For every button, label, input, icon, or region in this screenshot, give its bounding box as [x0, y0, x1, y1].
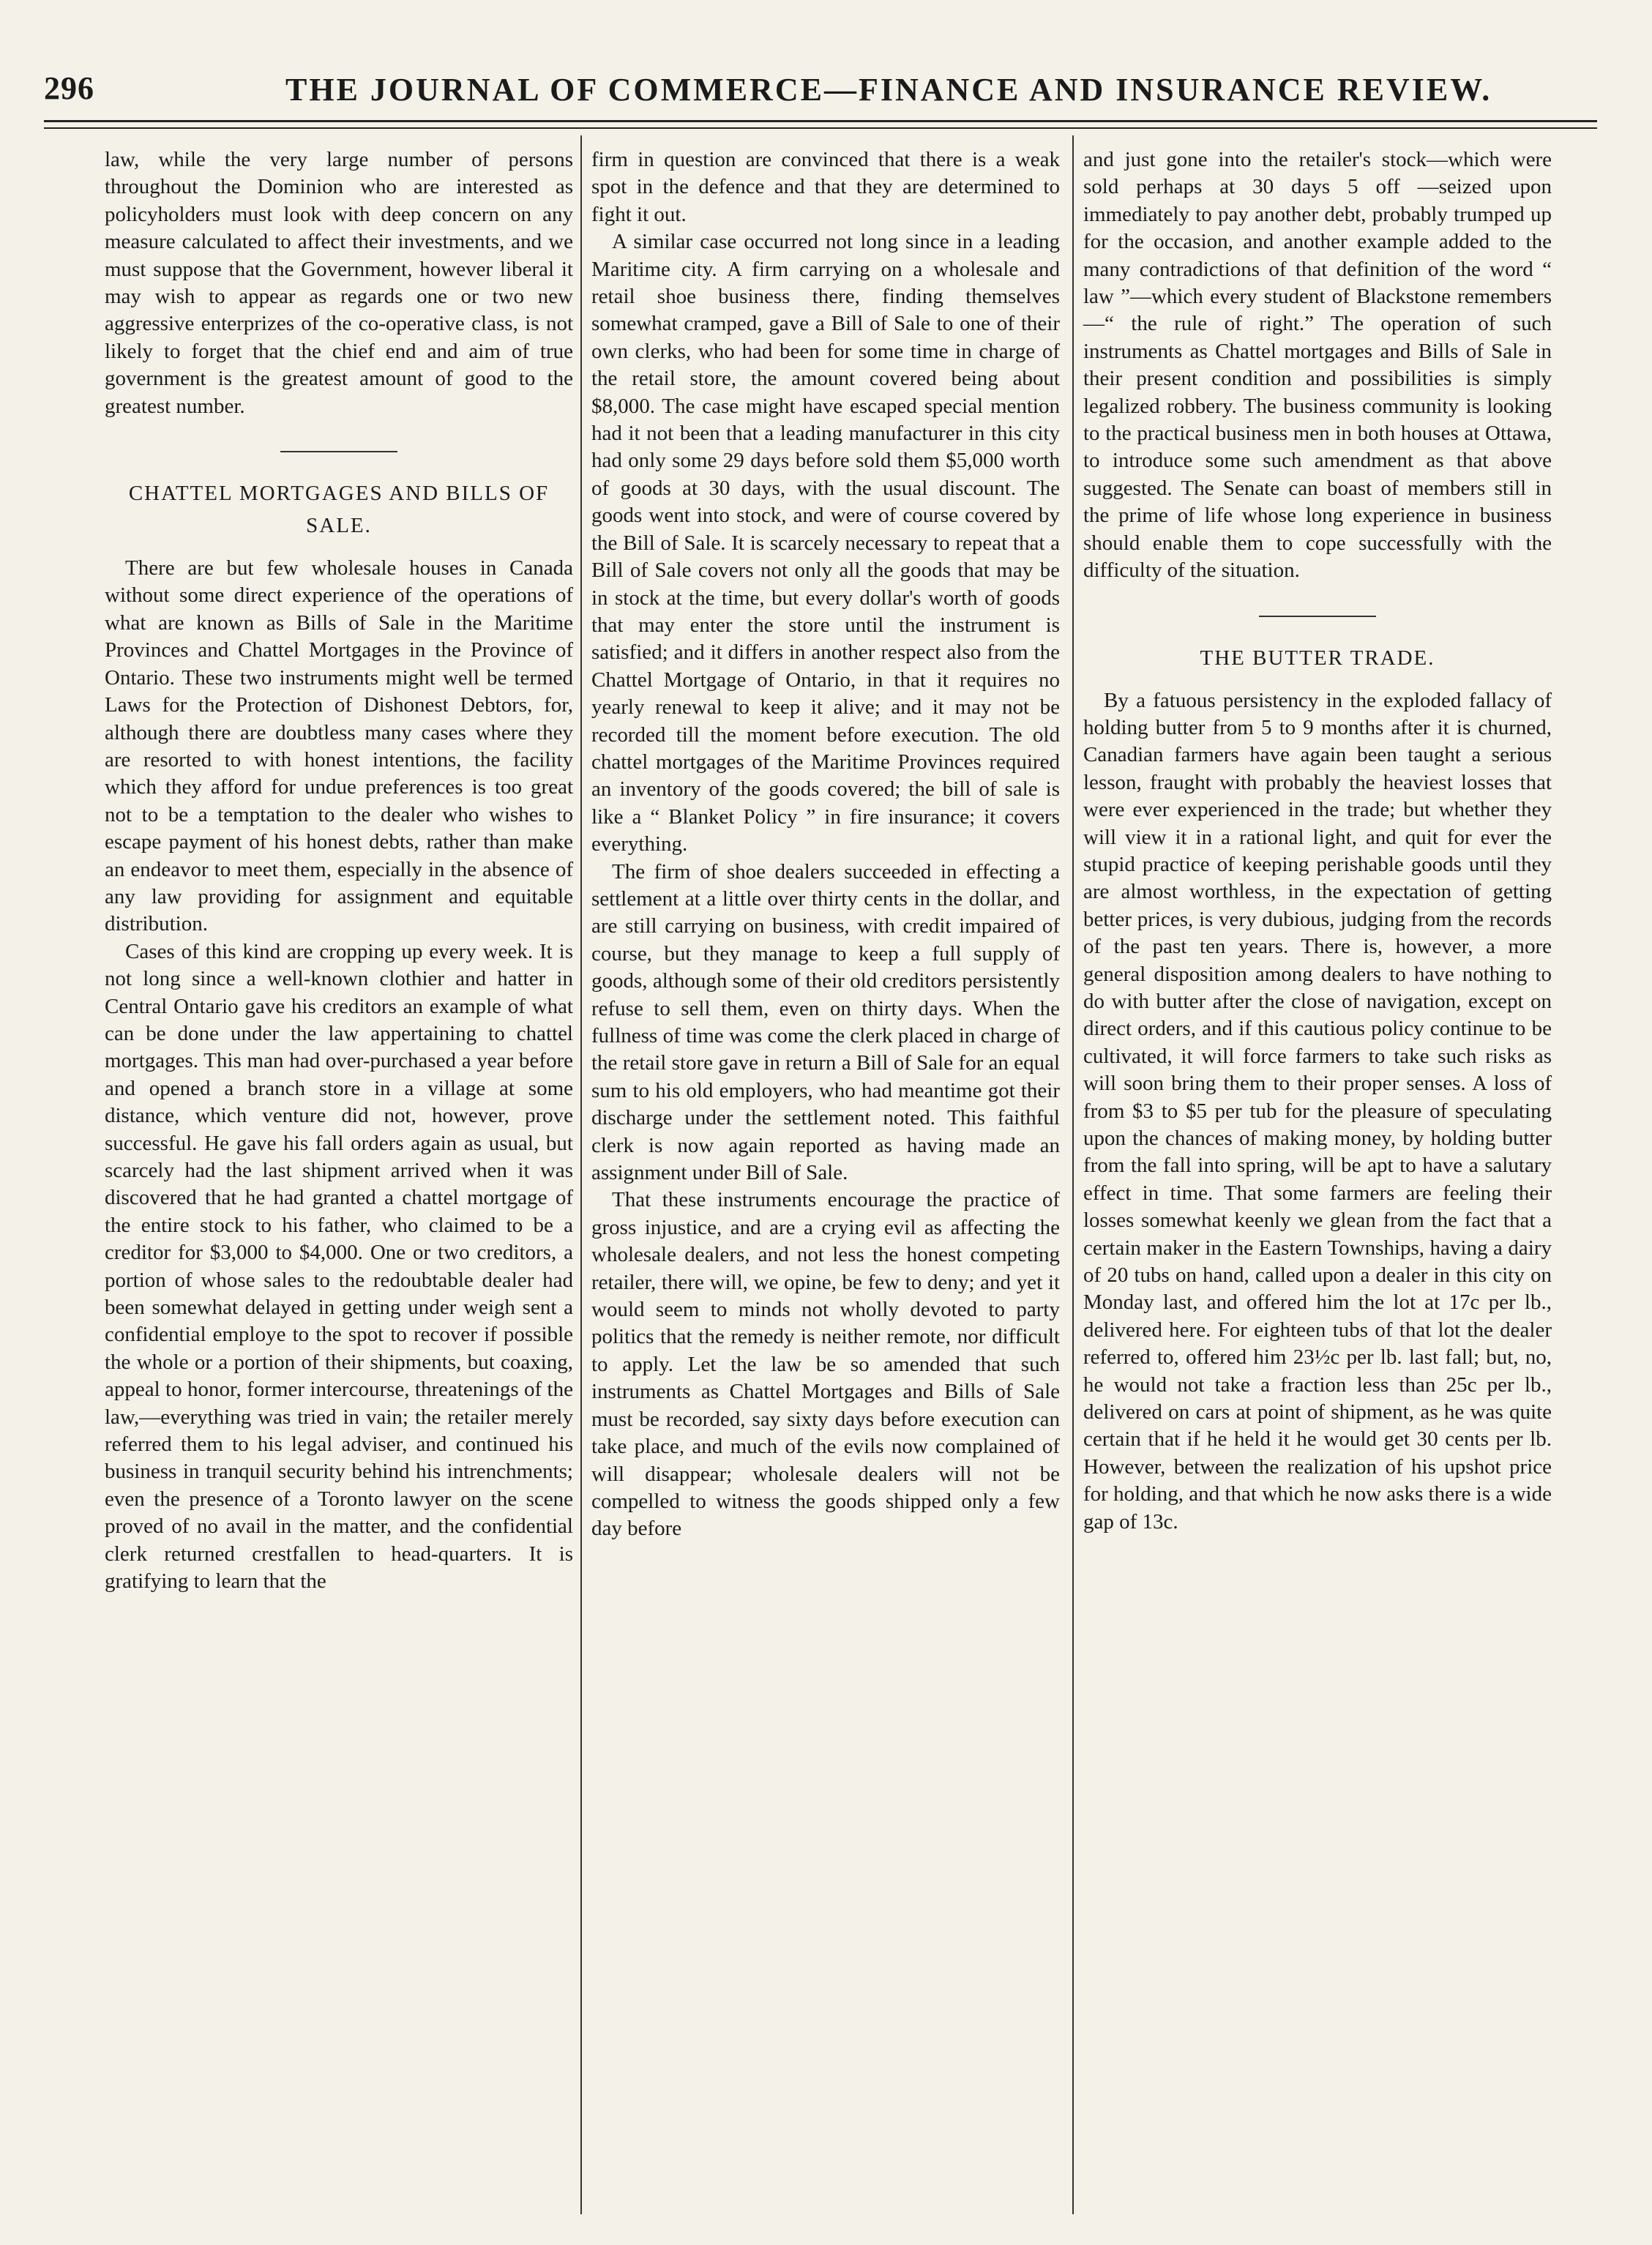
header-rule [44, 120, 1597, 122]
article-paragraph: Cases of this kind are cropping up every week. It is not long since a well-known clothier and hatter in Central Ontario gave his creditors an example of what can be done under the law appertaining to chattel mortgages. This man had over-purchased a year before and opened a branch store in a village at some distance, which venture did not, however, prove successful. He gave his fall orders again as usual, but scarcely had the last shipment arrived when it was discovered that he had granted a chattel mortgage of the entire stock to his father, who claimed to be a creditor for $3,000 to $4,000. One or two creditors, a portion of whose sales to the redoubtable dealer had been somewhat delayed in getting under weigh sent a confidential employe to the spot to recover if possible the whole or a portion of their shipments, but coaxing, appeal to honor, former intercourse, threatenings of the law,—everything was tried in vain; the retailer merely referred them to his legal adviser, and continued his business in tranquil security behind his intrenchments; even the presence of a Toronto lawyer on the scene proved of no avail in the matter, and the confidential clerk returned crestfallen to head-quarters. It is gratifying to learn that the [105, 939, 573, 1594]
article-heading-butter-trade: THE BUTTER TRADE. [1200, 646, 1435, 670]
article-paragraph: A similar case occurred not long since in a leading Maritime city. A firm carrying on a wholesale and retail shoe business there, finding themselves somewhat cramped, gave a Bill of Sale to one of their own clerks, who had been for some time in charge of the retail store, the amount covered being about $8,000. The case might have escaped special mention had it not been that a leading manufacturer in this city had only some 29 days before sold them $5,000 worth of goods at 30 days, with the usual discount. The goods went into stock, and were of course covered by the Bill of Sale. It is scarcely necessary to repeat that a Bill of Sale covers not only all the goods that may be in stock at the time, but every dollar's worth of goods that may enter the store until the instrument is satisfied; and it differs in another respect also from the Chattel Mortgage of Ontario, in that it requires no yearly renewal to keep it alive; and it may not be recorded till the moment before execution. The old chattel mortgages of the Maritime Provinces required an inventory of the goods covered; the bill of sale is like a “ Blanket Policy ” in fire insurance; it covers everything. [591, 230, 1060, 856]
continued-paragraph: and just gone into the retailer's stock—which were sold perhaps at 30 days 5 off —seized upon immediately to pay another debt, probably trumped up for the occasion, and another example added to the many contradictions of that definition of the word “ law ”—which every student of Blackstone remembers—“ the rule of right.” The operation of such instruments as Chattel mortgages and Bills of Sale in their present condition and possibilities is simply legalized robbery. The business community is looking to the practical business men in both houses at Ottawa, to introduce some such amendment as that above suggested. The Senate can boast of members still in the prime of life whose long experience in business should enable them to cope successfully with the difficulty of the situation. [1083, 148, 1552, 583]
article-paragraph: There are but few wholesale houses in Canada without some direct experience of the operations of what are known as Bills of Sale in the Maritime Provinces and Chattel Mortgages in the Province of Ontario. These two instruments might well be termed Laws for the Protection of Dishonest Debtors, for, although there are doubtless many cases where they are resorted to with honest intentions, the facility which they afford for undue preferences is too great not to be a temptation to the dealer who wishes to escape payment of his honest debts, rather than make an endeavor to meet them, especially in the absence of any law providing for assignment and equitable distribution. [105, 556, 573, 936]
masthead [44, 70, 1596, 128]
article-paragraph: That these instruments encourage the practice of gross injustice, and are a crying evil as affecting the wholesale dealers, and not less the honest competing retailer, there will, we opine, be few to deny; and yet it would seem to minds not wholly devoted to party politics that the remedy is neither remote, nor difficult to apply. Let the law be so amended that such instruments as Chattel Mortgages and Bills of Sale must be recorded, say sixty days before execution can take place, and much of the evils now complained of will disappear; wholesale dealers will not be compelled to witness the goods shipped only a few day before [591, 1188, 1060, 1541]
page-number: 296 [44, 70, 94, 106]
article-paragraph: The firm of shoe dealers succeeded in effecting a settlement at a little over thirty cents in the dollar, and are still carrying on business, with credit impaired of course, but they manage to keep a full supply of goods, although some of their old creditors persistently refuse to sell them, even on thirty days. When the fullness of time was come the clerk placed in charge of the retail store gave in return a Bill of Sale for an equal sum to his old employers, who had meantime got their discharge under the settlement noted. This faithful clerk is now again reported as having made an assignment under Bill of Sale. [591, 859, 1060, 1185]
article-paragraph: By a fatuous persistency in the exploded fallacy of holding butter from 5 to 9 months after it is churned, Canadian farmers have again been taught a serious lesson, fraught with probably the heaviest losses that were ever experienced in the trade; but whether they will view it in a rational light, and quit for ever the stupid practice of keeping perishable goods until they are almost worthless, in the expectation of getting better prices, is very dubious, judging from the records of the past ten years. There is, however, a more general disposition among dealers to have nothing to do with butter after the close of navigation, except on direct orders, and if this cautious policy continue to be cultivated, it will force farmers to take such risks as will soon bring them to their proper senses. A loss of from $3 to $5 per tub for the pleasure of speculating upon the chances of making money, by holding butter from the fall into spring, will be apt to have a salutary effect in time. That some farmers are feeling their losses somewhat keenly we glean from the fact that a certain maker in the Eastern Townships, having a dairy of 20 tubs on hand, called upon a dealer in this city on Monday last, and offered him the lot at 17c per lb., delivered here. For eighteen tubs of that lot the dealer referred to, offered him 23½c per lb. last fall; but, no, he would not take a fraction less than 25c per lb., delivered on cars at point of shipment, as he was quite certain that if he held it he would get 30 cents per lb. However, between the realization of his upshot price for holding, and that which he now asks there is a wide gap of 13c. [1083, 688, 1552, 1534]
section-divider [1259, 616, 1376, 617]
journal-title: THE JOURNAL OF COMMERCE—FINANCE AND INSURANCE REVIEW. [285, 72, 1492, 108]
column-3 [1083, 146, 1552, 1536]
article-heading-chattel-mortgages: CHATTEL MORTGAGES AND BILLS OF SALE. [128, 482, 550, 538]
column-divider [1072, 135, 1074, 2214]
continued-paragraph: firm in question are convinced that there is a weak spot in the defence and that they are determined to fight it out. [591, 148, 1060, 226]
header-rule-double [44, 127, 1597, 129]
column-2 [591, 146, 1060, 1543]
column-divider [580, 135, 582, 2214]
continued-paragraph: law, while the very large number of persons throughout the Dominion who are interested as policyholders must look with deep concern on any measure calculated to affect their investments, and we must suppose that the Government, however liberal it may wish to appear as regards one or two new aggressive enterprizes of the co-operative class, is not likely to forget that the chief end and aim of true government is the greatest amount of good to the greatest number. [105, 148, 573, 418]
section-divider [280, 451, 397, 452]
column-1 [105, 146, 573, 1596]
